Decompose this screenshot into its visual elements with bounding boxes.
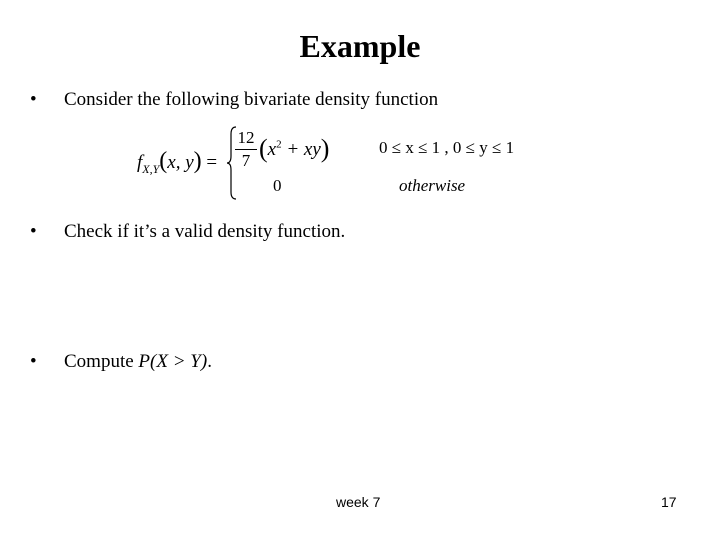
page-number: 17 (661, 494, 677, 510)
fraction-numerator: 12 (237, 128, 255, 147)
case2-value: 0 (273, 176, 282, 195)
function-symbol: f (137, 152, 143, 173)
bullet-marker: • (30, 351, 37, 372)
compute-prefix: Compute (64, 351, 139, 372)
compute-suffix: . (207, 351, 212, 372)
bullet-marker: • (30, 221, 37, 242)
density-expression (259, 134, 329, 164)
function-subscript: X,Y (142, 161, 160, 176)
density-equation (133, 126, 533, 202)
bullet-marker: • (30, 89, 37, 110)
bullet-text: Check if it’s a valid density function. (64, 221, 346, 242)
case1-condition: 0 ≤ x ≤ 1 , 0 ≤ y ≤ 1 (379, 138, 515, 157)
case2-condition: otherwise (399, 176, 466, 195)
coefficient-fraction (234, 128, 258, 171)
compute-expression: P(X > Y) (138, 351, 208, 372)
fraction-denominator: 7 (241, 151, 251, 170)
function-args: x, y (167, 152, 194, 173)
bullet-consider (30, 88, 438, 112)
equation-lhs (137, 148, 217, 177)
equals-sign: = (206, 152, 218, 173)
slide-title: Example (299, 28, 421, 64)
expr-exponent: 2 (276, 138, 282, 151)
bullet-text: Consider the following bivariate density function (64, 89, 439, 110)
bullet-check (30, 220, 345, 244)
expr-close-paren: ) (320, 134, 330, 163)
close-paren: ) (193, 148, 202, 174)
bullet-compute (30, 350, 212, 374)
expr-rest: + xy (281, 139, 321, 160)
fraction-bar (235, 149, 257, 150)
footer-week: week 7 (336, 494, 381, 510)
open-paren: ( (159, 148, 168, 174)
expr-open-paren: ( (259, 134, 268, 163)
expr-x: x (267, 139, 277, 160)
